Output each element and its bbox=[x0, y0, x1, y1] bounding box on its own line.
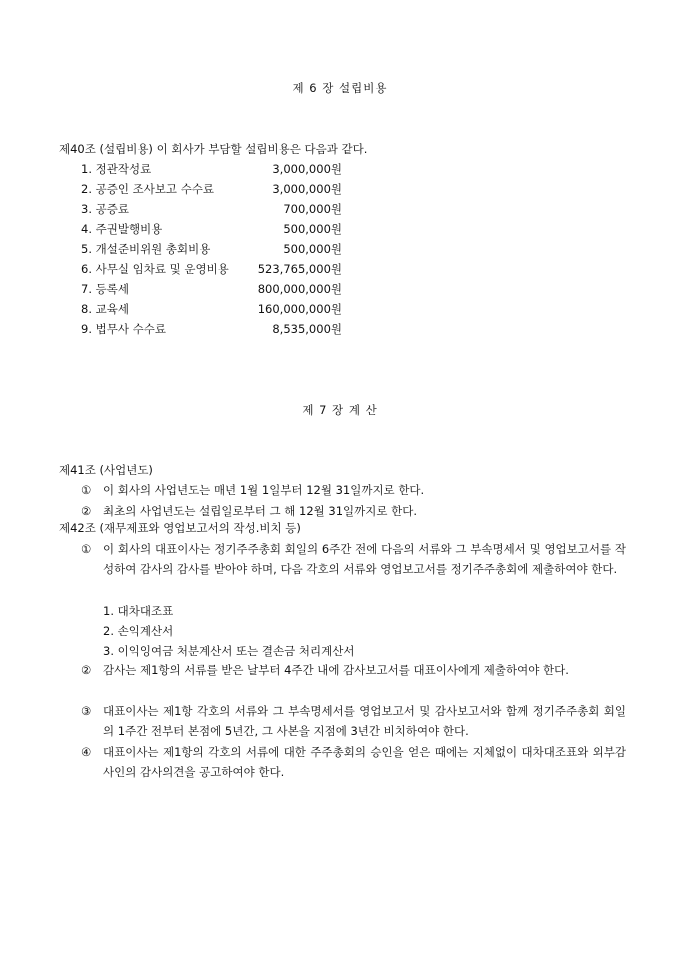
paragraph-text: 이 회사의 사업년도는 매년 1월 1일부터 12월 31일까지로 한다. bbox=[103, 483, 425, 497]
chapter-6-heading: 제 6 장 설립비용 bbox=[292, 81, 388, 95]
paragraph-number: ① bbox=[81, 542, 92, 556]
paragraph-text: 대표이사는 제1항의 각호의 서류에 대한 주주총회의 승인을 얻은 때에는 지체없이 대차대조표와 외부감사인의 감사의견을 공고하여야 한다. bbox=[103, 745, 626, 779]
cost-item-label: 2. 공증인 조사보고 수수료 bbox=[81, 182, 215, 196]
cost-item-amount: 3,000,000원 bbox=[272, 162, 342, 176]
cost-item-amount: 523,765,000원 bbox=[257, 262, 342, 276]
article-42-paragraph-1 bbox=[81, 539, 626, 579]
paragraph-text: 대표이사는 제1항 각호의 서류와 그 부속명세서를 영업보고서 및 감사보고서와 함께 정기주주총회 회일의 1주간 전부터 본점에 5년간, 그 사본을 지점에 3년간 비치하여야 한다. bbox=[103, 704, 626, 738]
article-42-title: 제42조 (재무제표와 영업보고서의 작성.비치 등) bbox=[59, 521, 301, 535]
cost-item-label: 4. 주권발행비용 bbox=[81, 222, 163, 236]
cost-item-label: 5. 개설준비위원 총회비용 bbox=[81, 242, 211, 256]
cost-item-amount: 500,000원 bbox=[283, 242, 342, 256]
paragraph-number: ③ bbox=[81, 704, 92, 718]
financial-statement-item: 2. 손익계산서 bbox=[103, 624, 174, 638]
article-41-paragraph-2 bbox=[81, 501, 626, 521]
cost-item-label: 8. 교육세 bbox=[81, 302, 129, 316]
cost-item-amount: 8,535,000원 bbox=[272, 322, 342, 336]
article-42-paragraph-4 bbox=[81, 742, 626, 782]
financial-statement-item: 1. 대차대조표 bbox=[103, 604, 174, 618]
paragraph-number: ② bbox=[81, 663, 92, 677]
article-42-paragraph-2 bbox=[81, 660, 626, 680]
cost-item-label: 7. 등록세 bbox=[81, 282, 129, 296]
cost-item-label: 3. 공증료 bbox=[81, 202, 129, 216]
paragraph-text: 이 회사의 대표이사는 정기주주총회 회일의 6주간 전에 다음의 서류와 그 부속명세서 및 영업보고서를 작성하여 감사의 감사를 받아야 하며, 다음 각호의 서류와 영업보고서를 정기주주총회에 제출하여야 한다. bbox=[103, 542, 626, 576]
paragraph-number: ① bbox=[81, 483, 92, 497]
cost-item-label: 9. 법무사 수수료 bbox=[81, 322, 166, 336]
cost-item-amount: 700,000원 bbox=[283, 202, 342, 216]
cost-item-label: 1. 정관작성료 bbox=[81, 162, 152, 176]
paragraph-number: ② bbox=[81, 504, 92, 518]
cost-item-label: 6. 사무실 임차료 및 운영비용 bbox=[81, 262, 229, 276]
article-40-title: 제40조 (설립비용) 이 회사가 부담할 설립비용은 다음과 같다. bbox=[59, 142, 368, 156]
cost-item-amount: 160,000,000원 bbox=[257, 302, 342, 316]
cost-item-amount: 500,000원 bbox=[283, 222, 342, 236]
article-41-title: 제41조 (사업년도) bbox=[59, 463, 153, 477]
article-42-paragraph-3 bbox=[81, 701, 626, 741]
paragraph-text: 감사는 제1항의 서류를 받은 날부터 4주간 내에 감사보고서를 대표이사에게 제출하여야 한다. bbox=[103, 663, 569, 677]
chapter-7-heading: 제 7 장 계 산 bbox=[302, 403, 378, 417]
cost-item-amount: 800,000,000원 bbox=[257, 282, 342, 296]
paragraph-text: 최초의 사업년도는 설립일로부터 그 해 12월 31일까지로 한다. bbox=[103, 504, 418, 518]
paragraph-number: ④ bbox=[81, 745, 92, 759]
cost-item-amount: 3,000,000원 bbox=[272, 182, 342, 196]
financial-statement-item: 3. 이익잉여금 처분계산서 또는 결손금 처리계산서 bbox=[103, 644, 355, 658]
article-41-paragraph-1 bbox=[81, 480, 626, 500]
